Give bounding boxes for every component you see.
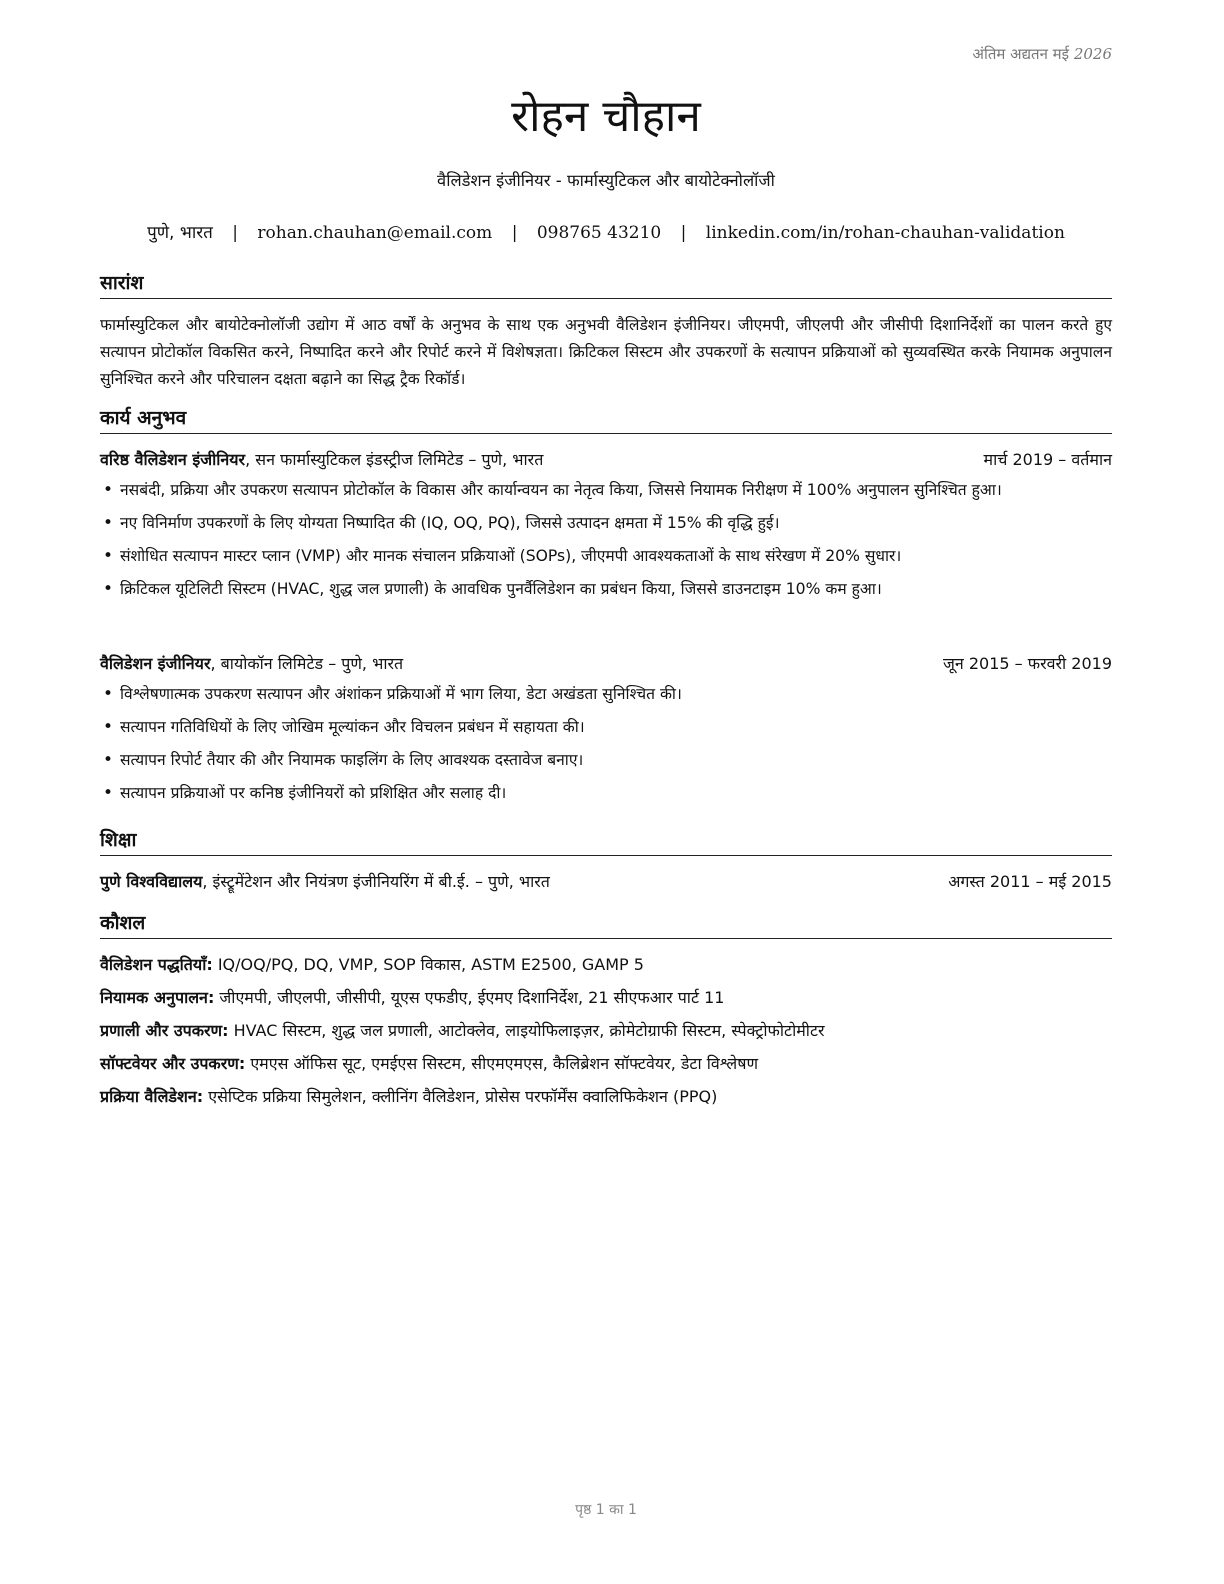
contact-phone: 098765 43210 xyxy=(536,223,662,243)
skill-row xyxy=(100,952,1112,978)
skill-label: प्रणाली और उपकरण: xyxy=(100,1021,229,1040)
skill-row xyxy=(100,1051,1112,1077)
experience-role: वरिष्ठ वैलिडेशन इंजीनियर xyxy=(100,450,246,469)
section-title-summary: सारांश xyxy=(100,270,1112,299)
skill-value: HVAC सिस्टम, शुद्ध जल प्रणाली, आटोक्लेव, लाइयोफिलाइज़र, क्रोमेटोग्राफी सिस्टम, स्पेक्ट्रोफोटोमीटर xyxy=(228,1021,825,1040)
summary-text: फार्मास्युटिकल और बायोटेक्नोलॉजी उद्योग में आठ वर्षों के अनुभव के साथ एक अनुभवी वैलिडेशन इंजीनियर। जीएमपी, जीएलपी और जीसीपी दिशानिर्देशों का पालन करते हुए सत्यापन प्रोटोकॉल विकसित करने, निष्पादित करने और रिपोर्ट करने में विशेषज्ञता। क्रिटिकल सिस्टम और उपकरणों के सत्यापन प्रक्रियाओं को सुव्यवस्थित करके नियामक अनुपालन सुनिश्चित करने और परिचालन दक्षता बढ़ाने का सिद्ध ट्रैक रिकॉर्ड। xyxy=(100,316,1112,388)
skill-value: IQ/OQ/PQ, DQ, VMP, SOP विकास, ASTM E2500, GAMP 5 xyxy=(212,955,644,974)
contact-location: पुणे, भारत xyxy=(147,223,213,243)
skill-label: नियामक अनुपालन: xyxy=(100,988,215,1007)
education-detail: , इंस्ट्रूमेंटेशन और नियंत्रण इंजीनियरिंग में बी.ई. – पुणे, भारत xyxy=(202,872,550,891)
section-title-skills: कौशल xyxy=(100,910,1112,939)
skill-label: प्रक्रिया वैलिडेशन: xyxy=(100,1087,204,1106)
experience-org: , बायोकॉन लिमिटेड – पुणे, भारत xyxy=(210,654,404,673)
skills-list xyxy=(100,952,1112,1117)
experience-entry-1-bullets xyxy=(100,477,1112,609)
skill-label: सॉफ्टवेयर और उपकरण: xyxy=(100,1054,246,1073)
last-updated-year: 2026 xyxy=(1073,45,1112,63)
skill-value: एमएस ऑफिस सूट, एमईएस सिस्टम, सीएमएमएस, कैलिब्रेशन सॉफ्टवेयर, डेटा विश्लेषण xyxy=(245,1054,759,1073)
list-item: • क्रिटिकल यूटिलिटी सिस्टम (HVAC, शुद्ध जल प्रणाली) के आवधिक पुनर्वैलिडेशन का प्रबंधन किया, जिससे डाउनटाइम 10% कम हुआ। xyxy=(100,576,1112,602)
skill-value: जीएमपी, जीएलपी, जीसीपी, यूएस एफडीए, ईएमए दिशानिर्देश, 21 सीएफआर पार्ट 11 xyxy=(214,988,725,1007)
skill-label: वैलिडेशन पद्धतियाँ: xyxy=(100,955,213,974)
experience-org: , सन फार्मास्युटिकल इंडस्ट्रीज लिमिटेड – पुणे, भारत xyxy=(245,450,544,469)
list-item: • नसबंदी, प्रक्रिया और उपकरण सत्यापन प्रोटोकॉल के विकास और कार्यान्वयन का नेतृत्व किया, जिससे नियामक निरीक्षण में 100% अनुपालन सुनिश्चित हुआ। xyxy=(100,477,1112,503)
list-item: • नए विनिर्माण उपकरणों के लिए योग्यता निष्पादित की (IQ, OQ, PQ), जिससे उत्पादन क्षमता में 15% की वृद्धि हुई। xyxy=(100,510,1112,536)
list-item: • सत्यापन गतिविधियों के लिए जोखिम मूल्यांकन और विचलन प्रबंधन में सहायता की। xyxy=(100,714,1112,740)
list-item: • सत्यापन प्रक्रियाओं पर कनिष्ठ इंजीनियरों को प्रशिक्षित और सलाह दी। xyxy=(100,780,1112,806)
skill-row xyxy=(100,1018,1112,1044)
contact-separator: | xyxy=(511,223,518,243)
list-item: • संशोधित सत्यापन मास्टर प्लान (VMP) और मानक संचालन प्रक्रियाओं (SOPs), जीएमपी आवश्यकताओं के साथ संरेखण में 20% सुधार। xyxy=(100,543,1112,569)
candidate-headline: वैलिडेशन इंजीनियर - फार्मास्युटिकल और बायोटेक्नोलॉजी xyxy=(437,171,775,190)
skill-row xyxy=(100,985,1112,1011)
education-entry xyxy=(100,870,1112,894)
experience-entry-1-header xyxy=(100,448,1112,472)
skill-value: एसेप्टिक प्रक्रिया सिमुलेशन, क्लीनिंग वैलिडेशन, प्रोसेस परफॉर्मेंस क्वालिफिकेशन (PPQ) xyxy=(203,1087,718,1106)
experience-dates: जून 2015 – फरवरी 2019 xyxy=(943,654,1112,673)
last-updated-label: अंतिम अद्यतन मई xyxy=(972,45,1070,63)
experience-dates: मार्च 2019 – वर्तमान xyxy=(983,450,1112,469)
contact-separator: | xyxy=(680,223,687,243)
skill-row xyxy=(100,1084,1112,1110)
education-school: पुणे विश्वविद्यालय xyxy=(100,872,203,891)
last-updated xyxy=(973,44,1113,64)
experience-entry-2-bullets xyxy=(100,681,1112,813)
contact-line xyxy=(100,220,1112,243)
contact-linkedin[interactable]: linkedin.com/in/rohan-chauhan-validation xyxy=(705,223,1065,243)
section-title-education: शिक्षा xyxy=(100,827,1112,856)
education-dates: अगस्त 2011 – मई 2015 xyxy=(948,872,1112,891)
experience-entry-2-header xyxy=(100,652,1112,676)
contact-email[interactable]: rohan.chauhan@email.com xyxy=(257,223,493,243)
page-number: पृष्ठ 1 का 1 xyxy=(575,1502,637,1518)
contact-separator: | xyxy=(232,223,239,243)
resume-page xyxy=(100,0,1112,1584)
list-item: • सत्यापन रिपोर्ट तैयार की और नियामक फाइलिंग के लिए आवश्यक दस्तावेज बनाए। xyxy=(100,747,1112,773)
section-title-experience: कार्य अनुभव xyxy=(100,405,1112,434)
experience-role: वैलिडेशन इंजीनियर xyxy=(100,654,211,673)
list-item: • विश्लेषणात्मक उपकरण सत्यापन और अंशांकन प्रक्रियाओं में भाग लिया, डेटा अखंडता सुनिश्चित की। xyxy=(100,681,1112,707)
candidate-name: रोहन चौहान xyxy=(511,91,701,142)
